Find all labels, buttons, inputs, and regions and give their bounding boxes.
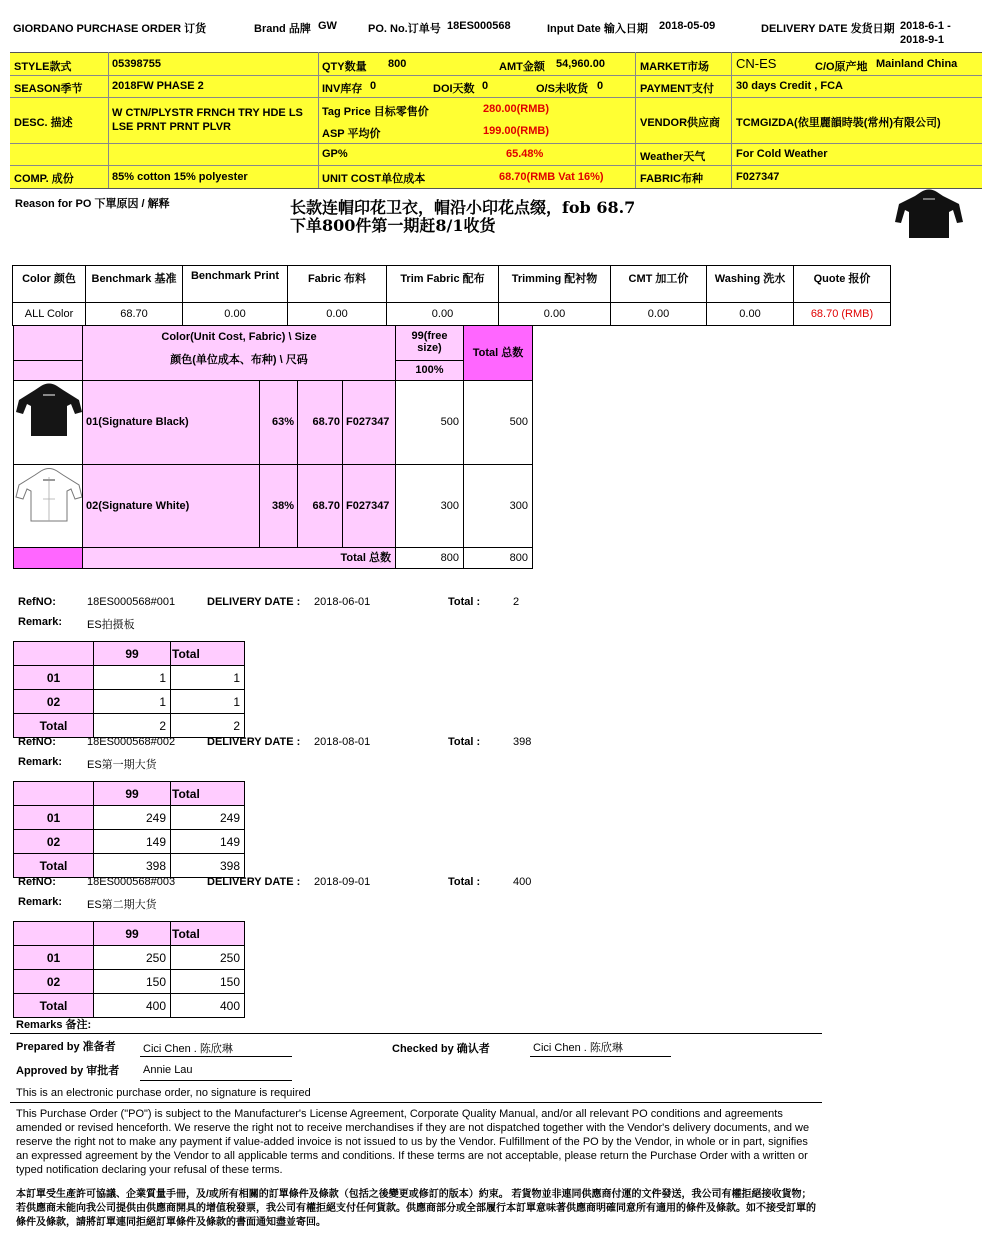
delivery-date-start: 2018-6-1 - xyxy=(900,20,951,32)
row-color: 01 xyxy=(14,806,94,830)
prepared-by-label: Prepared by 准备者 xyxy=(16,1041,116,1053)
color-row-1-cost: 68.70 xyxy=(297,380,343,465)
delivery-total-label: Total : xyxy=(448,596,481,608)
color-row-2-qty: 300 xyxy=(395,464,464,548)
benchmark-header-trim-fabric: Trim Fabric 配布 xyxy=(387,266,499,303)
row-qty: 1 xyxy=(94,666,171,690)
color-row-2-percent: 38% xyxy=(259,464,298,548)
row-color: 02 xyxy=(14,690,94,714)
unit-cost-value: 68.70(RMB Vat 16%) xyxy=(499,171,604,183)
row-color: 01 xyxy=(14,666,94,690)
remark-value: ES拍摄板 xyxy=(87,619,135,631)
row-qty: 250 xyxy=(94,946,171,970)
fabric-label: FABRIC布种 xyxy=(640,173,703,185)
delivery-date-label: DELIVERY DATE : xyxy=(207,596,301,608)
benchmark-value-benchmark: 68.70 xyxy=(86,303,183,326)
approved-by-label: Approved by 审批者 xyxy=(16,1065,120,1077)
remark-label: Remark: xyxy=(18,896,63,908)
checked-by-value: Cici Chen . 陈欣琳 xyxy=(533,1042,623,1054)
col-size: 99 xyxy=(94,782,171,806)
composition-value: 85% cotton 15% polyester xyxy=(112,171,248,183)
row-total: 249 xyxy=(171,806,245,830)
delivery-total-label: Total : xyxy=(448,876,481,888)
row-sum-qty: 400 xyxy=(94,994,171,1018)
color-row-2-fabric: F027347 xyxy=(342,464,396,548)
outstanding-label: O/S未收货 xyxy=(536,83,588,95)
input-date-label: Input Date 输入日期 xyxy=(547,23,648,35)
payment-value: 30 days Credit , FCA xyxy=(736,80,843,92)
benchmark-header-cmt: CMT 加工价 xyxy=(611,266,707,303)
reason-label: Reason for PO 下單原因 / 解释 xyxy=(15,198,170,210)
delivery-date-label: DELIVERY DATE : xyxy=(207,876,301,888)
description-label: DESC. 描述 xyxy=(14,117,73,129)
delivery-date-value: 2018-06-01 xyxy=(314,596,371,608)
row-sum-label: Total xyxy=(14,714,94,738)
qty-label: QTY数量 xyxy=(322,61,367,73)
market-value: CN-ES xyxy=(736,56,777,71)
season-value: 2018FW PHASE 2 xyxy=(112,80,204,92)
benchmark-header-fabric: Fabric 布料 xyxy=(288,266,387,303)
remark-value: ES第一期大货 xyxy=(87,759,157,771)
weather-label: Weather天气 xyxy=(640,151,706,163)
unit-cost-label: UNIT COST单位成本 xyxy=(322,173,426,185)
ref-value: 18ES000568#003 xyxy=(87,876,176,888)
ref-value: 18ES000568#002 xyxy=(87,736,176,748)
size-sum-qty: 800 xyxy=(395,547,464,569)
col-size: 99 xyxy=(94,922,171,946)
table-row xyxy=(14,714,245,738)
color-row-1-total: 500 xyxy=(463,380,533,465)
po-number-value: 18ES000568 xyxy=(447,20,511,32)
row-total: 1 xyxy=(171,690,245,714)
benchmark-header-washing: Washing 洗水 xyxy=(707,266,794,303)
input-date-value: 2018-05-09 xyxy=(659,20,716,32)
row-qty: 249 xyxy=(94,806,171,830)
color-row-1-qty: 500 xyxy=(395,380,464,465)
benchmark-header-trimming: Trimming 配衬物 xyxy=(499,266,611,303)
row-color: 02 xyxy=(14,830,94,854)
doi-label: DOI天数 xyxy=(433,83,475,95)
reason-note-2: 下单800件第一期赶8/1收货 xyxy=(290,216,496,235)
benchmark-value-trimming: 0.00 xyxy=(499,303,611,326)
benchmark-header-benchmark: Benchmark 基准 xyxy=(86,266,183,303)
col-total: Total xyxy=(171,782,245,806)
gp-value: 65.48% xyxy=(506,148,544,160)
outstanding-value: 0 xyxy=(597,80,604,92)
season-label: SEASON季节 xyxy=(14,83,83,95)
color-row-2-name: 02(Signature White) xyxy=(82,464,260,548)
delivery-size-table xyxy=(13,641,245,738)
vendor-label: VENDOR供应商 xyxy=(640,117,721,129)
fabric-value: F027347 xyxy=(736,171,780,183)
market-label: MARKET市场 xyxy=(640,61,710,73)
amount-label: AMT金额 xyxy=(499,61,545,73)
table-row xyxy=(14,994,245,1018)
inventory-value: 0 xyxy=(370,80,377,92)
delivery-total-value: 2 xyxy=(513,596,520,608)
delivery-date-end: 2018-9-1 xyxy=(900,34,945,46)
payment-label: PAYMENT支付 xyxy=(640,83,714,95)
row-total: 150 xyxy=(171,970,245,994)
hoodie-black-icon xyxy=(15,382,83,441)
po-title: GIORDANO PURCHASE ORDER 订货 xyxy=(13,23,207,35)
remark-value: ES第二期大货 xyxy=(87,899,157,911)
row-sum-qty: 2 xyxy=(94,714,171,738)
tag-price-value: 280.00(RMB) xyxy=(483,103,550,115)
hoodie-white-icon xyxy=(15,467,83,526)
benchmark-value-fabric: 0.00 xyxy=(288,303,387,326)
table-row xyxy=(14,666,245,690)
row-sum-total: 2 xyxy=(171,714,245,738)
row-total: 149 xyxy=(171,830,245,854)
row-total: 250 xyxy=(171,946,245,970)
approved-by-value: Annie Lau xyxy=(143,1064,193,1076)
color-row-1-fabric: F027347 xyxy=(342,380,396,465)
table-row xyxy=(14,946,245,970)
col-size: 99 xyxy=(94,642,171,666)
remarks-label: Remarks 备注: xyxy=(16,1019,92,1031)
benchmark-value-quote: 68.70 (RMB) xyxy=(794,303,891,326)
description-line-2: LSE PRNT PRNT PLVR xyxy=(112,121,231,133)
ref-value: 18ES000568#001 xyxy=(87,596,176,608)
benchmark-table xyxy=(12,265,891,326)
weather-value: For Cold Weather xyxy=(736,148,828,160)
row-total: 1 xyxy=(171,666,245,690)
col-total: Total xyxy=(171,922,245,946)
asp-label: ASP 平均价 xyxy=(322,128,381,140)
delivery-total-value: 398 xyxy=(513,736,532,748)
row-sum-total: 400 xyxy=(171,994,245,1018)
reason-note-1: 长款连帽印花卫衣，帽沿小印花点缀，fob 68.7 xyxy=(290,198,636,217)
style-value: 05398755 xyxy=(112,58,161,70)
tag-price-label: Tag Price 目标零售价 xyxy=(322,106,429,118)
amount-value: 54,960.00 xyxy=(556,58,605,70)
row-sum-label: Total xyxy=(14,994,94,1018)
size-sum-label: Total 总数 xyxy=(82,547,396,569)
qty-value: 800 xyxy=(388,58,407,70)
remark-label: Remark: xyxy=(18,616,63,628)
col-total: Total xyxy=(171,642,245,666)
size-header-line-1: Color(Unit Cost, Fabric) \ Size xyxy=(161,331,317,343)
inventory-label: INV库存 xyxy=(322,83,363,95)
corner-cell xyxy=(14,642,94,666)
table-row xyxy=(14,806,245,830)
ref-label: RefNO: xyxy=(18,876,56,888)
delivery-date-value: 2018-08-01 xyxy=(314,736,371,748)
table-row xyxy=(14,690,245,714)
benchmark-header-print: Benchmark Print xyxy=(183,266,288,303)
row-qty: 149 xyxy=(94,830,171,854)
table-row xyxy=(14,854,245,878)
color-row-1-percent: 63% xyxy=(259,380,298,465)
po-number-label: PO. No.订单号 xyxy=(368,23,441,35)
benchmark-value-washing: 0.00 xyxy=(707,303,794,326)
delivery-date-label: DELIVERY DATE 发货日期 xyxy=(761,23,895,35)
row-sum-qty: 398 xyxy=(94,854,171,878)
delivery-size-table xyxy=(13,781,245,878)
row-sum-label: Total xyxy=(14,854,94,878)
hoodie-black-thumbnail-icon xyxy=(893,188,965,240)
corner-cell xyxy=(14,782,94,806)
row-qty: 150 xyxy=(94,970,171,994)
size-99-label-2: size) xyxy=(417,342,442,354)
description-line-1: W CTN/PLYSTR FRNCH TRY HDE LS xyxy=(112,107,303,119)
ref-label: RefNO: xyxy=(18,736,56,748)
table-row xyxy=(14,970,245,994)
remark-label: Remark: xyxy=(18,756,63,768)
terms-english: This Purchase Order ("PO") is subject to the Manufacturer's License Agreement, Corporate Quality Manual, and/or all relevant PO conditions and agreements amended or revised henceforth. We reserve the right not to receive merchandises if they are not dispatched together with the Vendor's delivery documents, and we reserve the right not to make any payment if value-added invoice is not issued to us by the Vendor. Fulfillment of the PO by the Vendor, in whole or in part, signifies an expressed agreement by the Vendor to all applicable terms and conditions. If these terms are not acceptable, please return the Purchase Order with a written or typed notification declaring your refusal of these terms. xyxy=(16,1108,810,1176)
origin-value: Mainland China xyxy=(876,58,958,70)
color-row-2-total: 300 xyxy=(463,464,533,548)
electronic-po-note: This is an electronic purchase order, no signature is required xyxy=(16,1087,311,1099)
size-99-label-1: 99(free xyxy=(411,330,448,342)
style-label: STYLE款式 xyxy=(14,61,72,73)
composition-label: COMP. 成份 xyxy=(14,173,74,185)
delivery-total-label: Total : xyxy=(448,736,481,748)
delivery-date-value: 2018-09-01 xyxy=(314,876,371,888)
brand-value: GW xyxy=(318,20,337,32)
checked-by-label: Checked by 确认者 xyxy=(392,1043,490,1055)
size-total-header: Total 总数 xyxy=(463,325,533,381)
color-row-1-name: 01(Signature Black) xyxy=(82,380,260,465)
delivery-size-table xyxy=(13,921,245,1018)
corner-cell xyxy=(14,922,94,946)
benchmark-value-trim-fabric: 0.00 xyxy=(387,303,499,326)
benchmark-header-quote: Quote 报价 xyxy=(794,266,891,303)
row-qty: 1 xyxy=(94,690,171,714)
origin-label: C/O原产地 xyxy=(815,61,868,73)
doi-value: 0 xyxy=(482,80,489,92)
size-sum-total: 800 xyxy=(463,547,533,569)
gp-label: GP% xyxy=(322,148,348,160)
size-header-line-2: 颜色(单位成本、布种) \ 尺码 xyxy=(170,354,308,366)
delivery-total-value: 400 xyxy=(513,876,532,888)
ref-label: RefNO: xyxy=(18,596,56,608)
color-row-2-cost: 68.70 xyxy=(297,464,343,548)
benchmark-header-color: Color 颜色 xyxy=(13,266,86,303)
row-color: 01 xyxy=(14,946,94,970)
benchmark-value-cmt: 0.00 xyxy=(611,303,707,326)
vendor-value: TCMGIZDA(依里麗韻時裝(常州)有限公司) xyxy=(736,117,941,129)
prepared-by-value: Cici Chen . 陈欣琳 xyxy=(143,1043,233,1055)
delivery-date-label: DELIVERY DATE : xyxy=(207,736,301,748)
size-99-percent: 100% xyxy=(395,360,464,381)
table-row xyxy=(14,830,245,854)
terms-chinese: 本訂單受生產許可協議、企業質量手冊，及/或所有相關的訂單條件及條款（包括之後變更或修訂的版本）約束。 若貨物並非連同供應商付運的文件發送，我公司有權拒絕接收貨物；若供應商未能向我公司提供由供應商開具的增值稅發票，我公司有權拒絕支付任何貨款。供應商部分或全部履行本訂單意味著供應商明確同意所有適用的條件及條款。如不接受訂單的條件及條款，請將訂單連同拒絕訂單條件及條款的書面通知盡並寄回。 xyxy=(16,1189,816,1228)
brand-label: Brand 品牌 xyxy=(254,23,311,35)
benchmark-value-color: ALL Color xyxy=(13,303,86,326)
row-color: 02 xyxy=(14,970,94,994)
benchmark-value-print: 0.00 xyxy=(183,303,288,326)
asp-value: 199.00(RMB) xyxy=(483,125,550,137)
row-sum-total: 398 xyxy=(171,854,245,878)
